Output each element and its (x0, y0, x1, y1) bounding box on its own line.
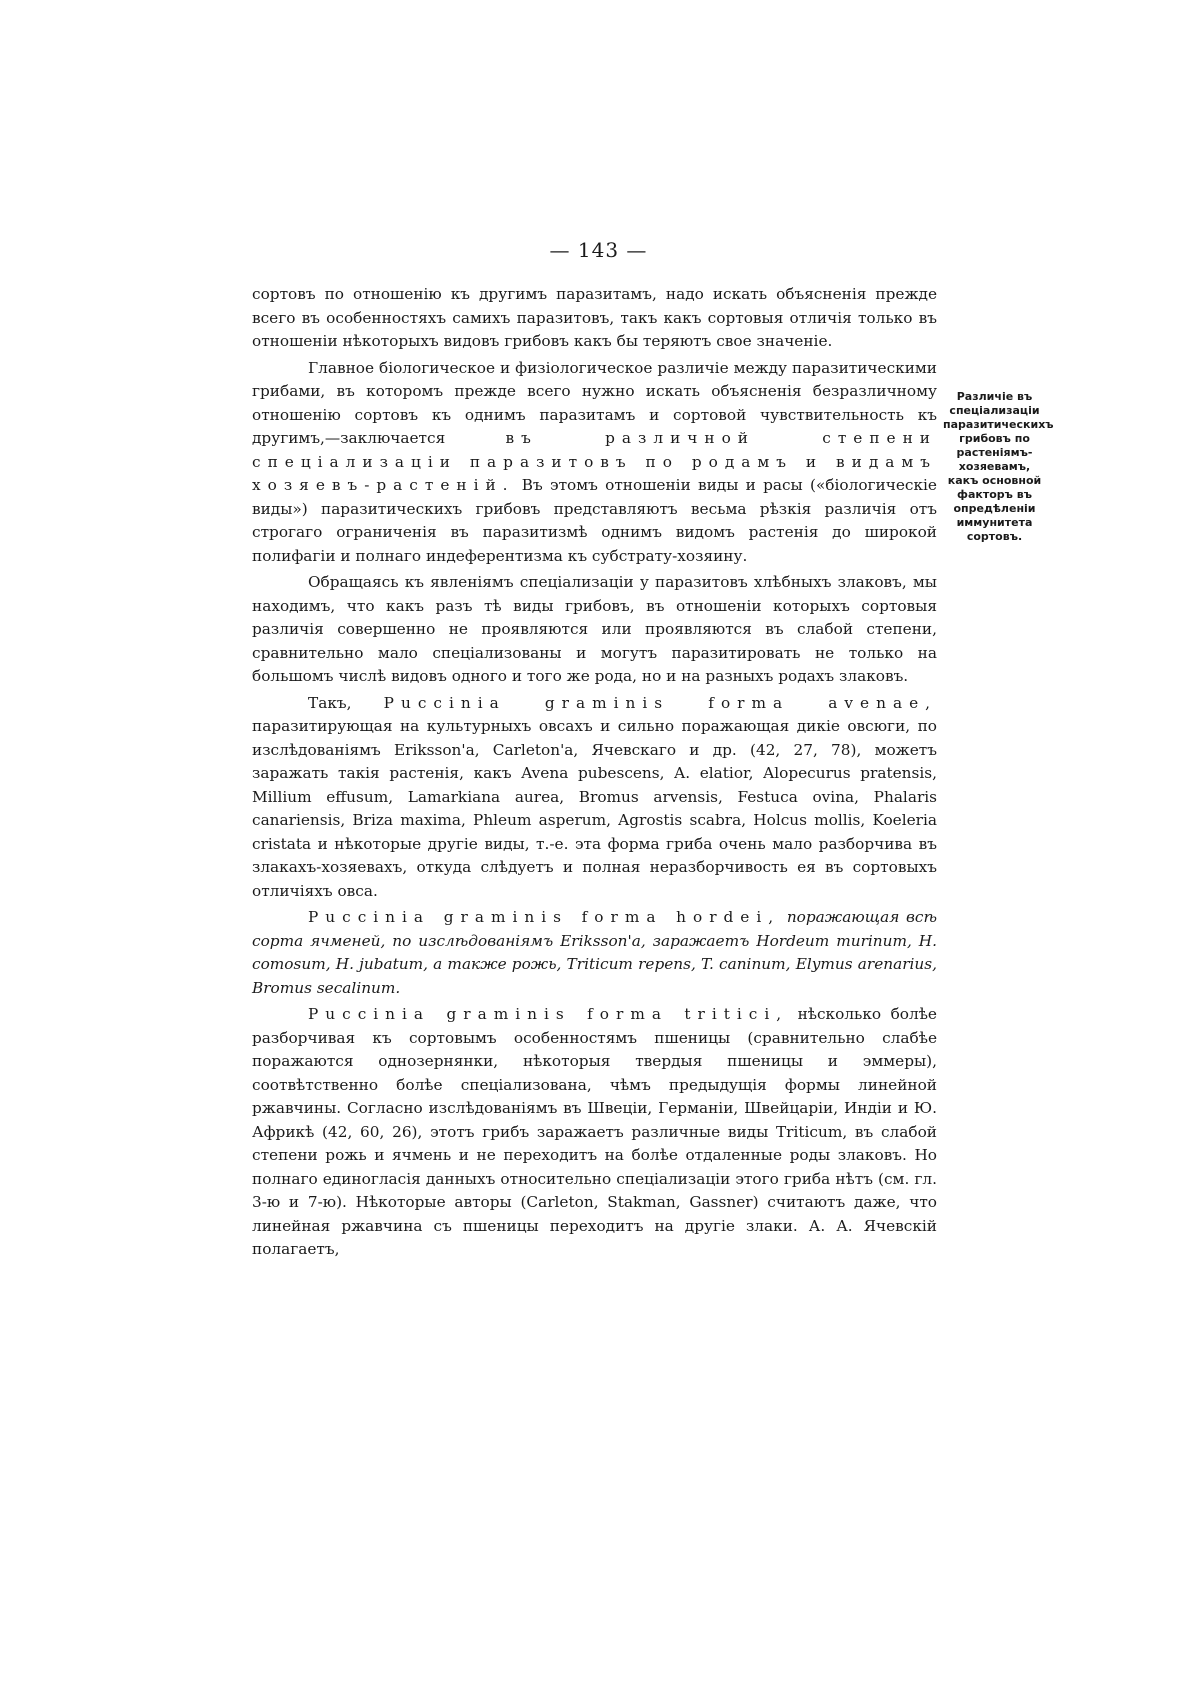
paragraph-1: сортовъ по отношенію къ другимъ паразитамъ, надо искать объясненія прежде всего въ особенностяхъ самихъ паразитовъ, такъ какъ сортовыя отличія только въ отношеніи нѣкоторыхъ видовъ грибовъ какъ бы теряютъ свое значеніе. (252, 285, 937, 350)
paragraph-2 (252, 357, 937, 569)
paragraph-5-species: Puccinia graminis forma hordei, (308, 908, 781, 926)
paragraph-4-text-c: паразитирующая на культурныхъ овсахъ и сильно поражающая дикіе овсюги, по изслѣдованіямъ Eriksson'а, Carleton'а, Ячевскаго и др. (42, 27, 78), можетъ заражать такія растенія, какъ Avena pubescens, A. elatior, Alopecurus pratensis, Millium effusum, Lamarkiana aurea, Bromus arvensis, Festuca ovina, Phalaris canariensis, Briza maxima, Phleum asperum, Agrostis scabra, Holcus mollis, Koeleria cristata и нѣкоторые другіе виды, т.-е. эта форма гриба очень мало разборчива въ злакахъ-хозяевахъ, откуда слѣдуетъ и полная неразборчивость ея въ сортовыхъ отличіяхъ овса. (252, 717, 937, 900)
paragraph-4 (252, 692, 937, 904)
paragraph-4-species: Puccinia graminis forma avenae, (383, 693, 937, 712)
paragraph-6-text: нѣсколько болѣе разборчивая къ сортовымъ особенностямъ пшеницы (сравнительно слабѣе поражаются однозернянки, нѣкоторыя твердыя пшеницы и эммеры), соотвѣтственно болѣе спеціализована, чѣмъ предыдущія формы линейной ржавчины. Согласно изслѣдованіямъ въ Швеціи, Германіи, Швейцаріи, Индіи и Ю. Африкѣ (42, 60, 26), этотъ грибъ заражаетъ различные виды Triticum, въ слабой степени рожь и ячмень и не переходитъ на болѣе отдаленные роды злаковъ. Но полнаго единогласія данныхъ относительно спеціализаціи этого гриба нѣтъ (см. гл. 3-ю и 7-ю). Нѣкоторые авторы (Carleton, Stakman, Gassner) считаютъ даже, что линейная ржавчина съ пшеницы переходитъ на другіе злаки. А. А. Ячевскій полагаетъ, (252, 1005, 937, 1258)
page-number: — 143 — (549, 238, 648, 262)
paragraph-6-species: Puccinia graminis forma tritici, (308, 1005, 789, 1023)
paragraph-3: Обращаясь къ явленіямъ спеціализаціи у паразитовъ хлѣбныхъ злаковъ, мы находимъ, что какъ разъ тѣ виды грибовъ, въ отношеніи которыхъ сортовыя различія совершенно не проявляются или проявляются въ слабой степени, сравнительно мало спеціализованы и могутъ паразитировать не только на большомъ числѣ видовъ одного и того же рода, но и на разныхъ родахъ злаковъ. (252, 573, 937, 685)
paragraph-2-emphasis: въ различной степени спеціализаціи паразитовъ по родамъ и видамъ хозяевъ-растеній. (252, 429, 937, 494)
margin-note: Различіе въ спеціализаціи паразитическихъ грибовъ по растеніямъ-хозяевамъ, какъ основной факторъ въ опредѣленіи иммунитета сортовъ. (943, 390, 1054, 543)
paragraph-6 (252, 1003, 937, 1262)
paragraph-5 (252, 906, 937, 1000)
paragraph-5-text: поражающая всѣ сорта ячменей, по изслѣдованіямъ Eriksson'а, заражаетъ Hordeum murinum, H. comosum, H. jubatum, а также рожь, Triticum repens, T. caninum, Elymus arenarius, Bromus secalinum. (252, 908, 937, 997)
paragraph-2-text-c: Въ этомъ отношеніи виды и расы («біологическіе виды») паразитическихъ грибовъ представляютъ весьма рѣзкія различія отъ строгаго ограниченія въ паразитизмѣ однимъ видомъ растенія до широкой полифагіи и полнаго индеферентизма къ субстрату-хозяину. (252, 476, 937, 565)
body-text (252, 283, 937, 1265)
paragraph-4-text-a: Такъ, (308, 693, 352, 712)
paragraph-2-text-a: Главное біологическое и физіологическое различіе между паразитическими грибами, въ которомъ прежде всего нужно искать объясненія безразличному отношенію сортовъ къ однимъ паразитамъ и сортовой чувствительность къ другимъ,—заключается (252, 358, 937, 447)
